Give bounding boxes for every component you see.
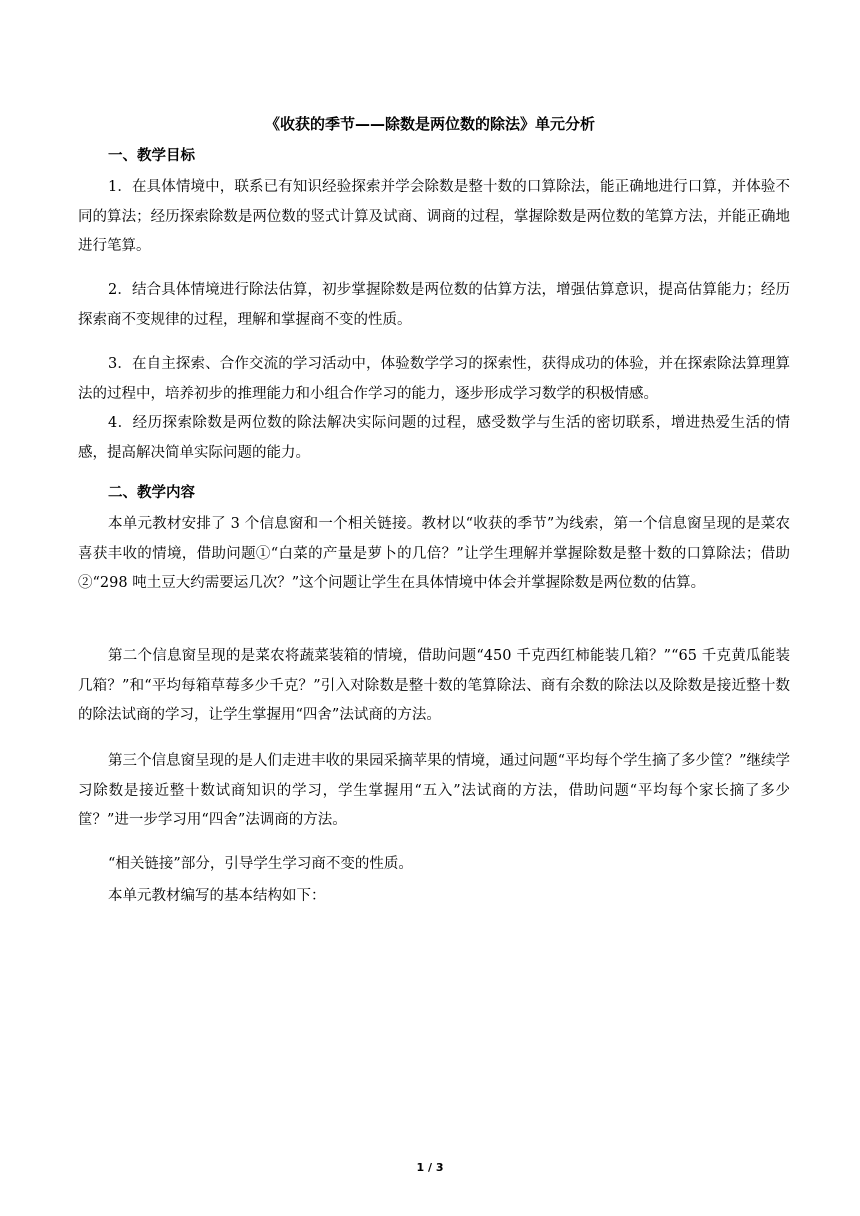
objective-paragraph-4: 4．经历探索除数是两位数的除法解决实际问题的过程，感受数学与生活的密切联系，增进热爱生活的情感，提高解决简单实际问题的能力。 — [78, 415, 790, 461]
content-paragraph-5: 本单元教材编写的基本结构如下： — [108, 888, 326, 904]
objective-paragraph-1: 1．在具体情境中，联系已有知识经验探索并学会除数是整十数的口算除法，能正确地进行口算，并体验不同的算法；经历探索除数是两位数的竖式计算及试商、调商的过程，掌握除数是两位数的笔算方法，并能正确地进行笔算。 — [78, 179, 790, 254]
content-paragraph-2: 第二个信息窗呈现的是菜农将蔬菜装箱的情境，借助问题“450 千克西红柿能装几箱？”“65 千克黄瓜能装几箱？”和“平均每箱草莓多少千克？”引入对除数是整十数的笔算除法、商有余数的除法以及除数是接近整十数的除法试商的学习，让学生掌握用“四舍”法试商的方法。 — [78, 648, 790, 723]
page-number: 1 / 3 — [416, 1161, 444, 1174]
section-heading-content: 二、教学内容 — [108, 485, 195, 501]
objective-paragraph-2: 2．结合具体情境进行除法估算，初步掌握除数是两位数的估算方法，增强估算意识，提高估算能力；经历探索商不变规律的过程，理解和掌握商不变的性质。 — [78, 282, 790, 328]
content-paragraph-4: “相关链接”部分，引导学生学习商不变的性质。 — [108, 856, 413, 872]
objective-paragraph-3: 3．在自主探索、合作交流的学习活动中，体验数学学习的探索性，获得成功的体验，并在探索除法算理算法的过程中，培养初步的推理能力和小组合作学习的能力，逐步形成学习数学的积极情感。 — [78, 356, 790, 402]
section-heading-objectives: 一、教学目标 — [108, 148, 195, 164]
document-title: 《收获的季节——除数是两位数的除法》单元分析 — [264, 115, 595, 133]
content-paragraph-1: 本单元教材安排了 3 个信息窗和一个相关链接。教材以“收获的季节”为线索，第一个信息窗呈现的是菜农喜获丰收的情境，借助问题①“白菜的产量是萝卜的几倍？”让学生理解并掌握除数是整十数的口算除法；借助②“298 吨土豆大约需要运几次？”这个问题让学生在具体情境中体会并掌握除数是两位数的估算。 — [78, 516, 790, 591]
content-paragraph-3: 第三个信息窗呈现的是人们走进丰收的果园采摘苹果的情境，通过问题“平均每个学生摘了多少筐？”继续学习除数是接近整十数试商知识的学习，学生掌握用“五入”法试商的方法，借助问题“平均每个家长摘了多少筐？”进一步学习用“四舍”法调商的方法。 — [78, 753, 790, 828]
